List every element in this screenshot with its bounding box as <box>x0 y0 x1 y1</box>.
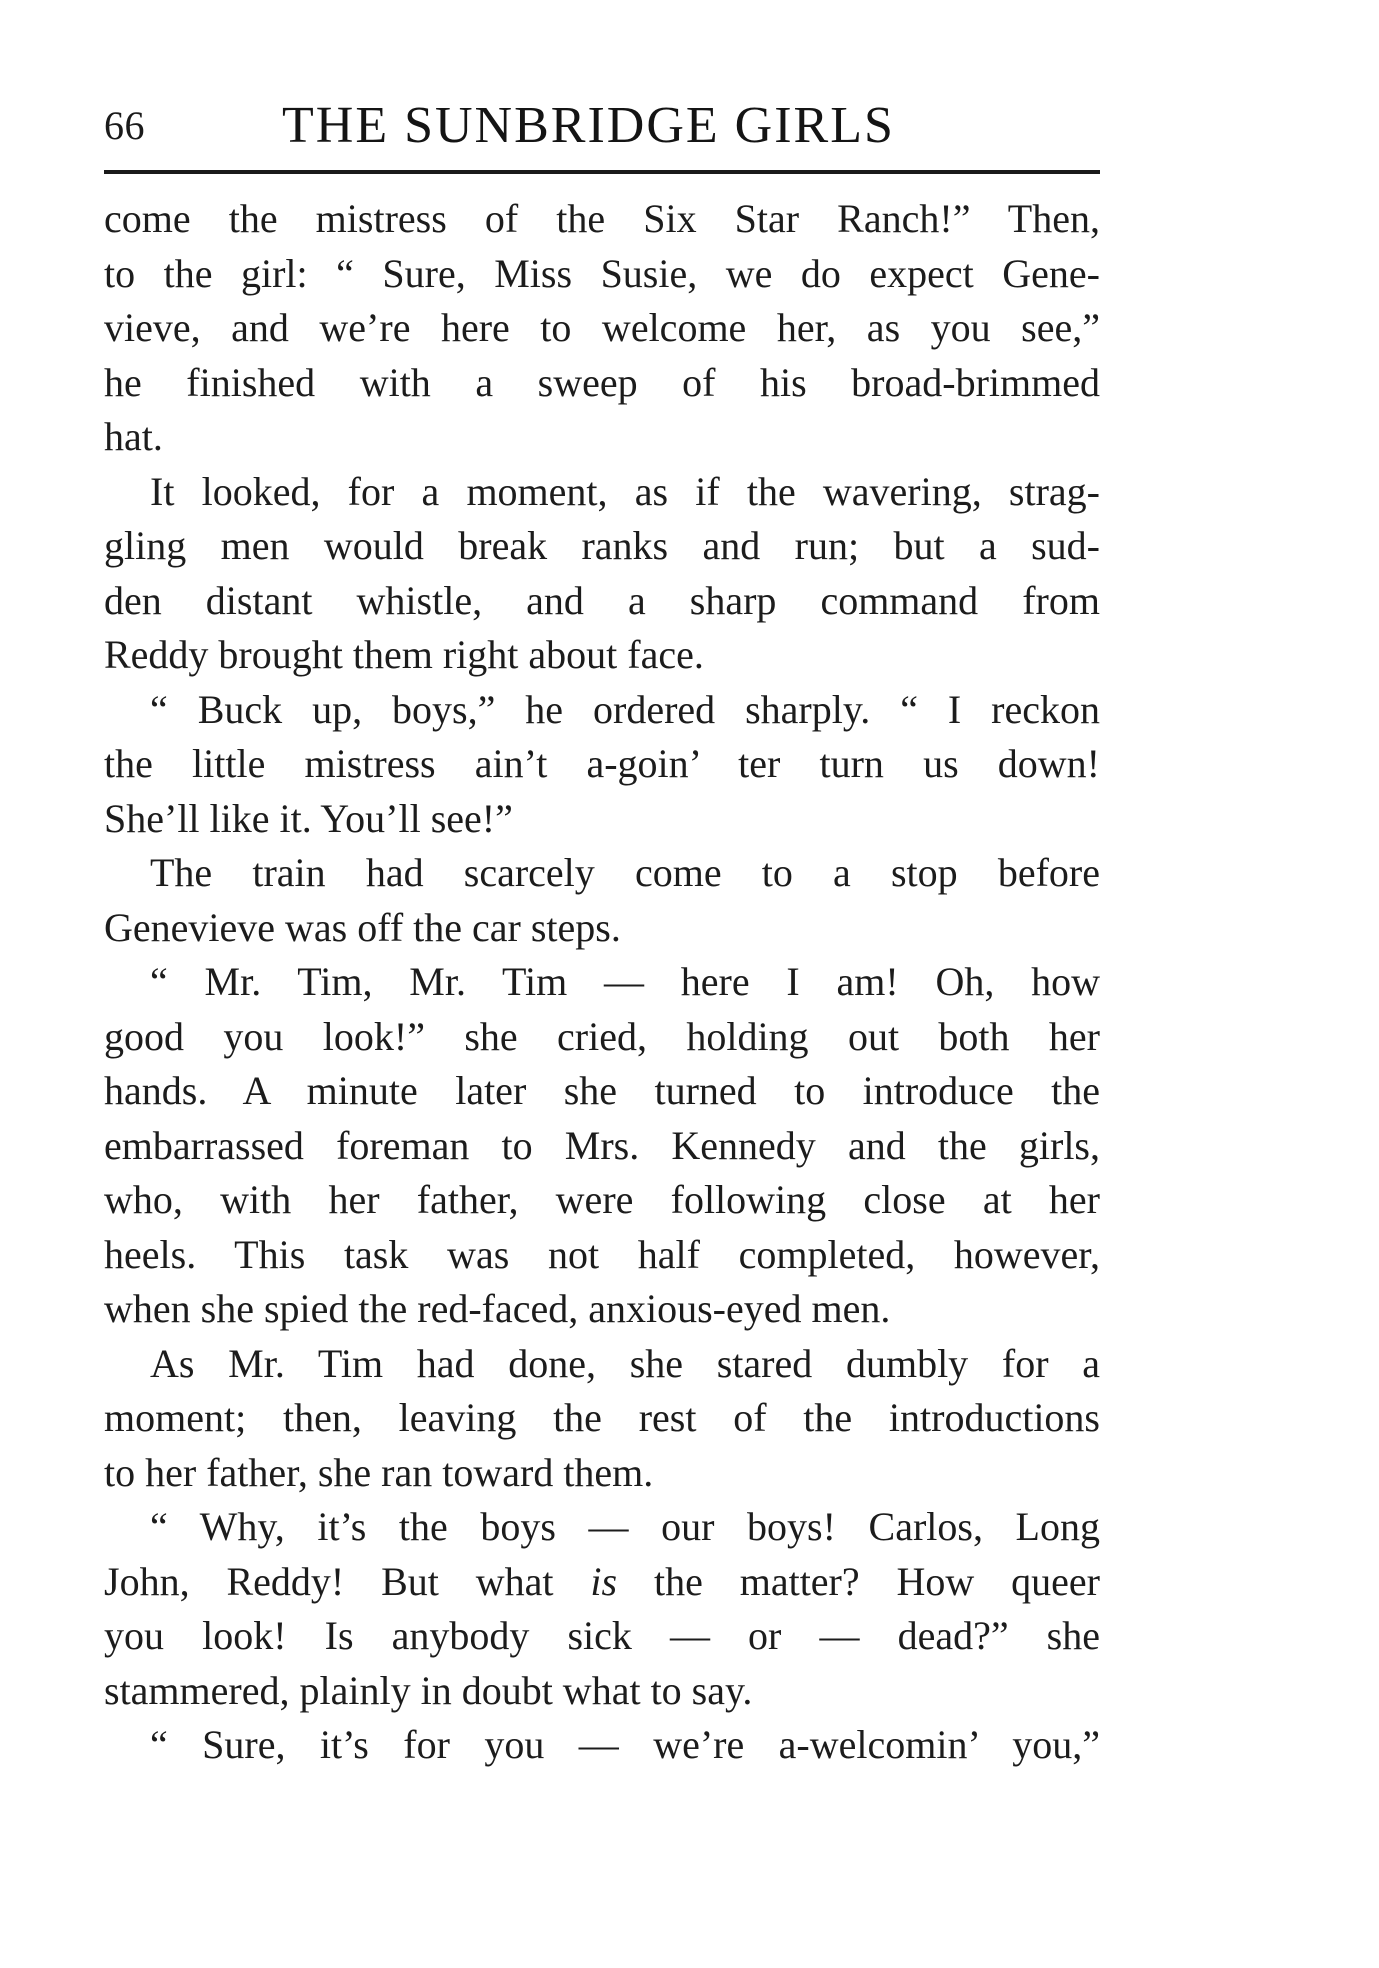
text-line: It looked, for a moment, as if the wavering, strag- <box>150 468 1100 514</box>
page-header <box>104 96 1100 166</box>
text-line: hands. A minute later she turned to introduce the <box>104 1068 1100 1113</box>
text-line: to the girl: “ Sure, Miss Susie, we do expect Gene- <box>104 250 1100 296</box>
text-line: Genevieve was off the car steps. <box>104 904 621 950</box>
text-line: embarrassed foreman to Mrs. Kennedy and the girls, <box>104 1122 1100 1168</box>
text-line: She’ll like it. You’ll see!” <box>104 795 513 841</box>
text-line: the little mistress ain’t a-goin’ ter turn us down! <box>104 741 1100 786</box>
text-line: John, Reddy! But what is the matter? How queer <box>104 1558 1100 1604</box>
text-line: As Mr. Tim had done, she stared dumbly for a <box>150 1340 1100 1386</box>
text-line: good you look!” she cried, holding out both her <box>104 1013 1100 1059</box>
text-line: Reddy brought them right about face. <box>104 632 704 677</box>
text-line: to her father, she ran toward them. <box>104 1449 654 1495</box>
running-title: THE SUNBRIDGE GIRLS <box>282 97 895 154</box>
text-line: “ Mr. Tim, Mr. Tim — here I am! Oh, how <box>150 959 1100 1004</box>
emphasis: is <box>590 1558 618 1604</box>
text-line: “ Buck up, boys,” he ordered sharply. “ I reckon <box>150 686 1100 732</box>
text-line: stammered, plainly in doubt what to say. <box>104 1667 753 1713</box>
text-line: The train had scarcely come to a stop before <box>150 850 1100 895</box>
text-line: “ Sure, it’s for you — we’re a-welcomin’ you,” <box>150 1722 1100 1767</box>
text-line: “ Why, it’s the boys — our boys! Carlos, Long <box>150 1504 1100 1549</box>
text-line: who, with her father, were following close at her <box>104 1177 1100 1222</box>
text-line: moment; then, leaving the rest of the introductions <box>104 1395 1100 1440</box>
text-line: you look! Is anybody sick — or — dead?” she <box>104 1613 1100 1658</box>
text-line: when she spied the red-faced, anxious-eyed men. <box>104 1286 891 1331</box>
text-line: hat. <box>104 414 163 459</box>
text-line: vieve, and we’re here to welcome her, as you see,” <box>104 305 1100 350</box>
header-rule <box>104 170 1100 174</box>
body-text <box>104 192 1100 1773</box>
text-line: gling men would break ranks and run; but a sud- <box>104 523 1100 568</box>
text-line: den distant whistle, and a sharp command from <box>104 577 1100 623</box>
text-line: heels. This task was not half completed, however, <box>104 1231 1100 1277</box>
page-number: 66 <box>104 103 145 148</box>
text-line: he finished with a sweep of his broad-brimmed <box>104 359 1100 405</box>
text-line: come the mistress of the Six Star Ranch!” Then, <box>104 196 1100 241</box>
